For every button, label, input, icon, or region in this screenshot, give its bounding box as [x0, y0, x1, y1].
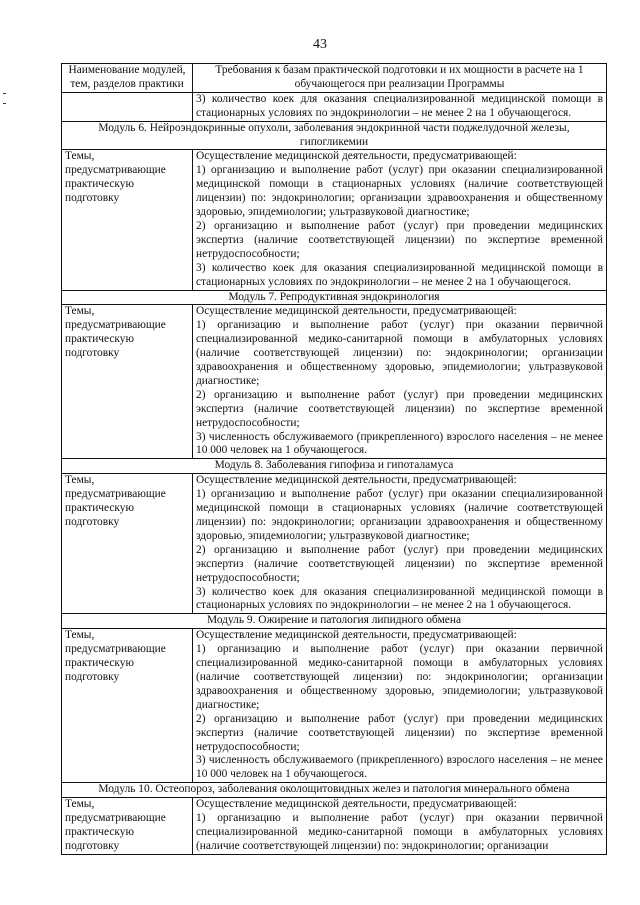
module-body-row	[62, 474, 607, 614]
requirement-item: 2) организацию и выполнение работ (услуг) при проведении медицинских экспертиз (наличие соответствующей лицензии) по экспертизе временной нетрудоспособности;	[196, 712, 603, 753]
module-title-row	[62, 614, 607, 629]
scan-margin-mark	[3, 103, 6, 104]
module-title-row	[62, 290, 607, 305]
requirements-table	[61, 63, 607, 855]
requirements-intro: Осуществление медицинской деятельности, предусматривающей:	[196, 305, 517, 318]
requirements-intro: Осуществление медицинской деятельности, предусматривающей:	[196, 150, 517, 163]
requirements-intro: Осуществление медицинской деятельности, предусматривающей:	[196, 629, 517, 642]
requirements-cell	[193, 305, 607, 459]
continuation-text: 3) количество коек для оказания специализированной медицинской помощи в стационарных условиях по эндокринологии – не менее 2 на 1 обучающегося.	[193, 92, 607, 121]
requirements-cell	[193, 474, 607, 614]
requirement-item: 1) организацию и выполнение работ (услуг) при оказании первичной специализированной медико-санитарной помощи в амбулаторных условиях (наличие соответствующей лицензии) по: эндокринологии; организации здравоохранения и общественному здоровью, эпидемиологии; ультразвуковой диагностике;	[196, 319, 603, 387]
topic-label: Темы, предусматривающие практическую подготовку	[62, 798, 193, 855]
requirements-cell	[193, 798, 607, 855]
table-body	[62, 92, 607, 854]
module-body-row	[62, 150, 607, 290]
module-title-row	[62, 783, 607, 798]
scan-margin-mark	[3, 93, 6, 94]
continuation-row	[62, 92, 607, 121]
module-body-row	[62, 305, 607, 459]
module-title: Модуль 8. Заболевания гипофиза и гипоталамуса	[62, 459, 607, 474]
requirement-item: 3) численность обслуживаемого (прикрепленного) взрослого населения – не менее 10 000 человек на 1 обучающегося.	[196, 430, 603, 457]
requirement-item: 1) организацию и выполнение работ (услуг) при оказании первичной специализированной медико-санитарной помощи в амбулаторных условиях (наличие соответствующей лицензии) по: эндокринологии; организации здравоохранения и общественному здоровью, эпидемиологии; ультразвуковой диагностике;	[196, 643, 603, 711]
requirement-item: 2) организацию и выполнение работ (услуг) при проведении медицинских экспертиз (наличие соответствующей лицензии) по экспертизе временной нетрудоспособности;	[196, 388, 603, 429]
module-title-row	[62, 121, 607, 150]
requirement-item: 3) количество коек для оказания специализированной медицинской помощи в стационарных условиях по эндокринологии – не менее 2 на 1 обучающегося.	[196, 585, 603, 612]
topic-label: Темы, предусматривающие практическую подготовку	[62, 305, 193, 459]
requirements-intro: Осуществление медицинской деятельности, предусматривающей:	[196, 798, 517, 811]
requirements-intro: Осуществление медицинской деятельности, предусматривающей:	[196, 474, 517, 487]
topic-label: Темы, предусматривающие практическую подготовку	[62, 150, 193, 290]
module-title: Модуль 7. Репродуктивная эндокринология	[62, 290, 607, 305]
empty-cell	[62, 92, 193, 121]
requirement-item: 3) количество коек для оказания специализированной медицинской помощи в стационарных условиях по эндокринологии – не менее 2 на 1 обучающегося.	[196, 261, 603, 288]
module-title-row	[62, 459, 607, 474]
requirement-item: 1) организацию и выполнение работ (услуг) при оказании специализированной медицинской помощи в стационарных условиях (наличие соответствующей лицензии) по: эндокринологии; организации здравоохранения и общественному здоровью, эпидемиологии; ультразвуковой диагностике;	[196, 164, 603, 219]
module-title: Модуль 6. Нейроэндокринные опухоли, заболевания эндокринной части поджелудочной железы, гипогликемии	[62, 121, 607, 150]
requirement-item: 2) организацию и выполнение работ (услуг) при проведении медицинских экспертиз (наличие соответствующей лицензии) по экспертизе временной нетрудоспособности;	[196, 219, 603, 260]
requirements-cell	[193, 150, 607, 290]
page-number: 43	[313, 37, 327, 52]
requirement-item: 3) численность обслуживаемого (прикрепленного) взрослого населения – не менее 10 000 человек на 1 обучающегося.	[196, 754, 603, 781]
module-body-row	[62, 629, 607, 783]
module-body-row	[62, 798, 607, 855]
requirement-item: 1) организацию и выполнение работ (услуг) при оказании специализированной медицинской помощи в стационарных условиях (наличие соответствующей лицензии) по: эндокринологии; организации здравоохранения и общественному здоровью, эпидемиологии; ультразвуковой диагностике;	[196, 488, 603, 542]
topic-label: Темы, предусматривающие практическую подготовку	[62, 474, 193, 614]
table-header-row	[62, 64, 607, 93]
topic-label: Темы, предусматривающие практическую подготовку	[62, 629, 193, 783]
module-title: Модуль 9. Ожирение и патология липидного обмена	[62, 614, 607, 629]
header-requirements-column: Требования к базам практической подготовки и их мощности в расчете на 1 обучающегося при реализации Программы	[193, 64, 607, 93]
module-title: Модуль 10. Остеопороз, заболевания околощитовидных желез и патология минерального обмена	[62, 783, 607, 798]
requirement-item: 2) организацию и выполнение работ (услуг) при проведении медицинских экспертиз (наличие соответствующей лицензии) по экспертизе временной нетрудоспособности;	[196, 543, 603, 584]
requirements-cell	[193, 629, 607, 783]
header-modules-column: Наименование модулей, тем, разделов практики	[62, 64, 193, 93]
requirement-item: 1) организацию и выполнение работ (услуг) при оказании первичной специализированной медико-санитарной помощи в амбулаторных условиях (наличие соответствующей лицензии) по: эндокринологии; организации	[196, 812, 603, 852]
